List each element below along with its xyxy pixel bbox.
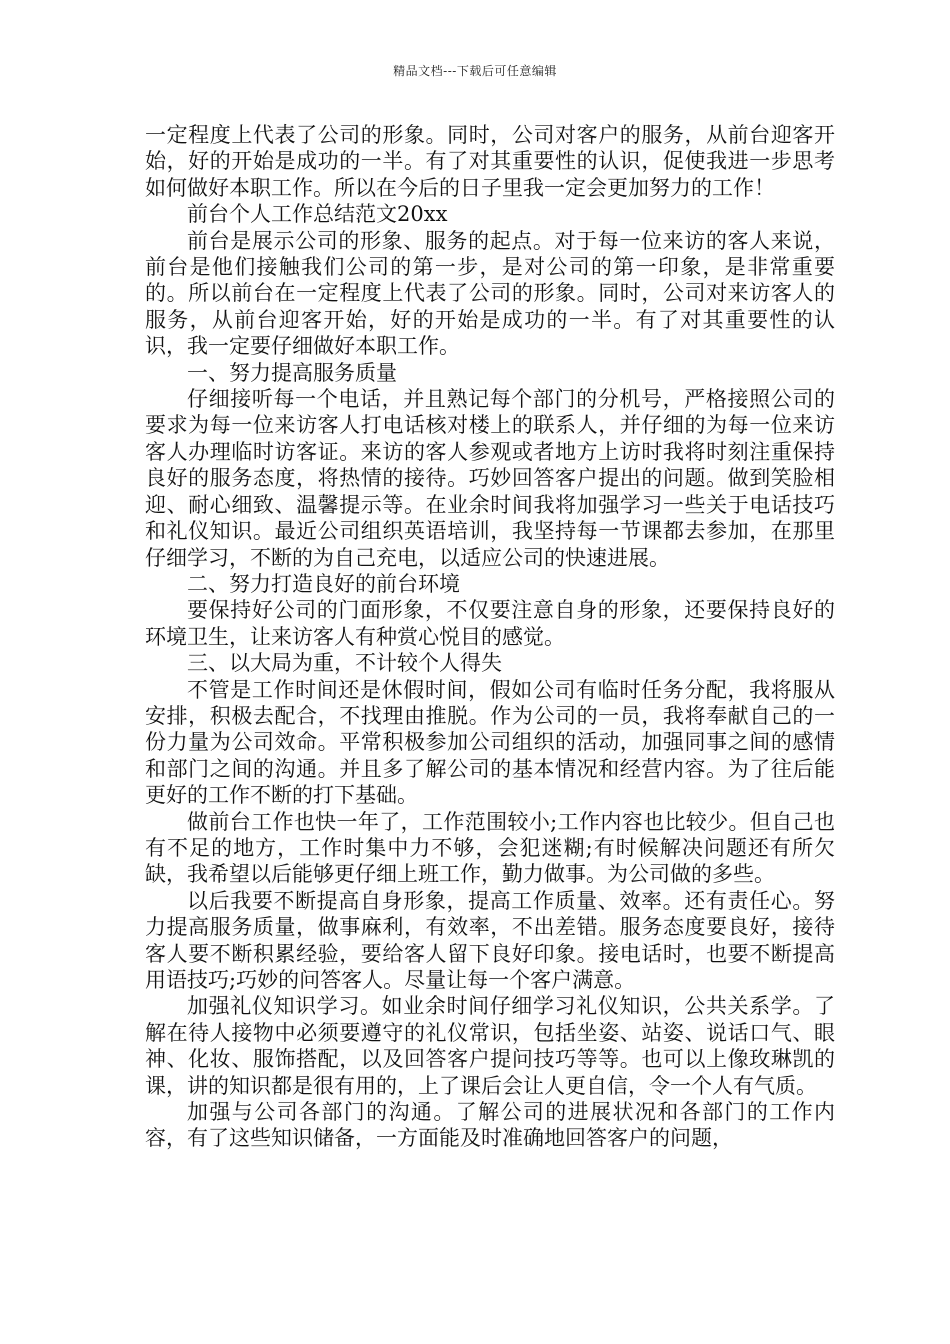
paragraph: 加强礼仪知识学习。如业余时间仔细学习礼仪知识，公共关系学。了解在待人接物中必须要遵守的礼仪常识，包括坐姿、站姿、说话口气、眼神、化妆、服饰搭配，以及回答客户提问技巧等等。也可以上像玫琳凯的课，讲的知识都是很有用的，上了课后会让人更自信，令一个人有气质。 xyxy=(145,994,835,1098)
section-heading: 三、以大局为重，不计较个人得失 xyxy=(187,651,502,676)
paragraph: 以后我要不断提高自身形象，提高工作质量、效率。还有责任心。努力提高服务质量，做事麻利，有效率，不出差错。服务态度要良好，接待客人要不断积累经验，要给客人留下良好印象。接电话时，也要不断提高用语技巧;巧妙的问答客人。尽量让每一个客户满意。 xyxy=(145,888,835,992)
paragraph: 做前台工作也快一年了，工作范围较小;工作内容也比较少。但自己也有不足的地方，工作时集中力不够，会犯迷糊;有时候解决问题还有所欠缺，我希望以后能够更仔细上班工作，勤力做事。为公司做的多些。 xyxy=(145,809,835,887)
section-heading: 二、努力打造良好的前台环境 xyxy=(187,571,460,596)
paragraph: 不管是工作时间还是休假时间，假如公司有临时任务分配，我将服从安排，积极去配合，不找理由推脱。作为公司的一员，我将奉献自己的一份力量为公司效命。平常积极参加公司组织的活动，加强同事之间的感情和部门之间的沟通。并且多了解公司的基本情况和经营内容。为了往后能更好的工作不断的打下基础。 xyxy=(145,677,835,808)
paragraph: 加强与公司各部门的沟通。了解公司的进展状况和各部门的工作内容，有了这些知识储备，一方面能及时准确地回答客户的问题， xyxy=(145,1100,835,1151)
paragraph: 前台是展示公司的形象、服务的起点。对于每一位来访的客人来说，前台是他们接触我们公司的第一步，是对公司的第一印象，是非常重要的。所以前台在一定程度上代表了公司的形象。同时，公司对来访客人的服务，从前台迎客开始，好的开始是成功的一半。有了对其重要性的认识，我一定要仔细做好本职工作。 xyxy=(145,228,835,359)
paragraph: 要保持好公司的门面形象，不仅要注意自身的形象，还要保持良好的环境卫生，让来访客人有种赏心悦目的感觉。 xyxy=(145,598,835,649)
section-heading: 一、努力提高服务质量 xyxy=(187,360,397,385)
page-header-note: 精品文档---下载后可任意编辑 xyxy=(393,64,557,78)
paragraph-continuation: 一定程度上代表了公司的形象。同时，公司对客户的服务，从前台迎客开始，好的开始是成功的一半。有了对其重要性的认识，促使我进一步思考如何做好本职工作。所以在今后的日子里我一定会更加努力的工作！ xyxy=(145,123,835,200)
section-title: 前台个人工作总结范文20xx xyxy=(187,202,448,227)
paragraph: 仔细接听每一个电话，并且熟记每个部门的分机号，严格接照公司的要求为每一位来访客人打电话核对楼上的联系人，并仔细的为每一位来访客人办理临时访客证。来访的客人参观或者地方上访时我将时刻注重保持良好的服务态度，将热情的接待。巧妙回答客户提出的问题。做到笑脸相迎、耐心细致、温馨提示等。在业余时间我将加强学习一些关于电话技巧和礼仪知识。最近公司组织英语培训，我坚持每一节课都去参加，在那里仔细学习，不断的为自己充电，以适应公司的快速进展。 xyxy=(145,387,835,570)
document-body xyxy=(145,122,835,1152)
